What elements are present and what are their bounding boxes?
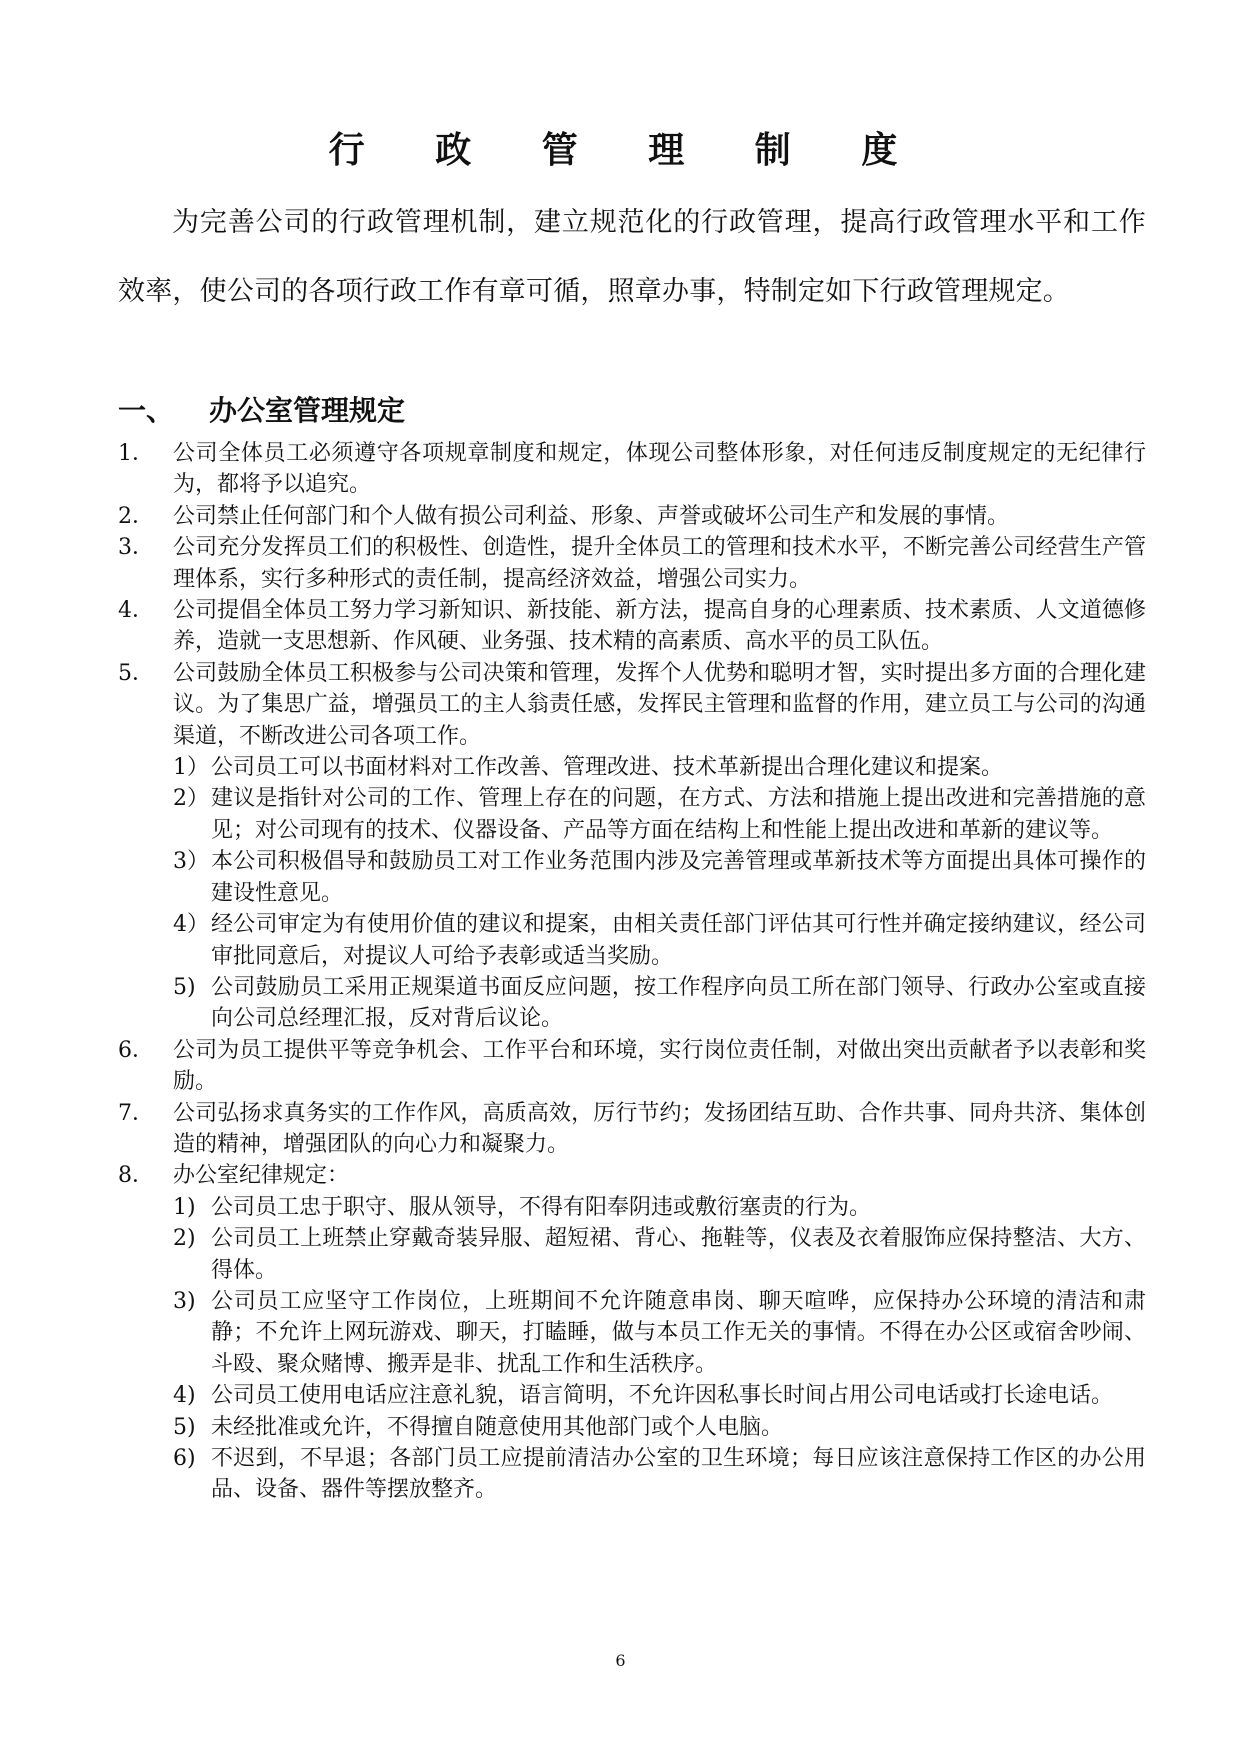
sub-item-number: 1) [173,1194,196,1220]
sub-list-item [118,752,1146,783]
list-item [118,1098,1146,1161]
item-text: 公司充分发挥员工们的积极性、创造性，提升全体员工的管理和技术水平，不断完善公司经营生产管理体系，实行多种形式的责任制，提高经济效益，增强公司实力。 [173,535,1146,592]
sub-item-text: 建议是指针对公司的工作、管理上存在的问题，在方式、方法和措施上提出改进和完善措施的意见；对公司现有的技术、仪器设备、产品等方面在结构上和性能上提出改进和革新的建议等。 [211,786,1146,843]
list-item [118,501,1146,532]
page-number: 6 [615,1651,626,1670]
sub-item-text: 本公司积极倡导和鼓励员工对工作业务范围内涉及完善管理或革新技术等方面提出具体可操作的建设性意见。 [211,849,1146,906]
document-title: 行 政 管 理 制 度 [328,129,927,171]
sub-item-text: 公司鼓励员工采用正规渠道书面反应问题，按工作程序向员工所在部门领导、行政办公室或直接向公司总经理汇报，反对背后议论。 [211,974,1146,1032]
item-number: 7． [118,1100,154,1126]
section-title: 办公室管理规定 [209,394,406,427]
sub-item-number: 4） [173,912,209,938]
item-text: 公司禁止任何部门和个人做有损公司利益、形象、声誉或破坏公司生产和发展的事情。 [173,503,1010,529]
list-item [118,1160,1146,1191]
item-text: 公司提倡全体员工努力学习新知识、新技能、新方法，提高自身的心理素质、技术素质、人文道德修养，造就一支思想新、作风硬、业务强、技术精的高素质、高水平的员工队伍。 [173,598,1146,655]
item-number: 8． [118,1163,154,1189]
sub-list-item [118,1380,1146,1411]
item-number: 3． [118,535,154,561]
list-item [118,532,1146,595]
sub-item-text: 公司员工忠于职守、服从领导，不得有阳奉阴违或敷衍塞责的行为。 [211,1194,872,1220]
sub-list-item [118,1443,1146,1506]
sub-item-number: 5) [173,1414,196,1440]
item-number: 2． [118,503,154,529]
sub-item-text: 公司员工使用电话应注意礼貌，语言简明，不允许因私事长时间占用公司电话或打长途电话。 [211,1383,1114,1409]
sub-list-item [118,909,1146,972]
sub-item-number: 1） [173,755,209,781]
sub-item-text: 公司员工上班禁止穿戴奇装异服、超短裙、背心、拖鞋等，仪表及衣着服饰应保持整洁、大方、得体。 [211,1226,1146,1283]
item-number: 5． [118,660,154,686]
sub-item-text: 公司员工应坚守工作岗位，上班期间不允许随意串岗、聊天喧哗，应保持办公环境的清洁和肃静；不允许上网玩游戏、聊天，打瞌睡，做与本员工作无关的事情。不得在办公区或宿舍吵闹、斗殴、聚众赌博、搬弄是非、扰乱工作和生活秩序。 [211,1288,1146,1377]
sub-list-item [118,1223,1146,1286]
sub-item-number: 2） [173,786,209,812]
item-number: 1． [118,441,154,466]
item-text: 公司全体员工必须遵守各项规章制度和规定，体现公司整体形象，对任何违反制度规定的无纪律行为，都将予以追究。 [173,441,1146,498]
sub-item-number: 4) [173,1383,196,1409]
sub-list-item [118,1286,1146,1380]
sub-item-text: 不迟到，不早退；各部门员工应提前清洁办公室的卫生环境；每日应该注意保持工作区的办公用品、设备、器件等摆放整齐。 [211,1446,1146,1503]
section-number: 一、 [118,394,175,427]
sub-list-item [118,1192,1146,1223]
sub-item-number: 3） [173,849,209,875]
sub-list-item [118,846,1146,909]
regulation-list [118,438,1146,1506]
sub-item-text: 经公司审定为有使用价值的建议和提案，由相关责任部门评估其可行性并确定接纳建议，经公司审批同意后，对提议人可给予表彰或适当奖励。 [211,912,1146,969]
sub-item-text: 公司员工可以书面材料对工作改善、管理改进、技术革新提出合理化建议和提案。 [211,755,1004,781]
sub-item-number: 6) [173,1446,196,1471]
sub-item-number: 5) [173,974,196,1000]
sub-list-item [118,1412,1146,1443]
list-item [118,1035,1146,1098]
sub-item-number: 3) [173,1288,196,1314]
intro-paragraph: 为完善公司的行政管理机制，建立规范化的行政管理，提高行政管理水平和工作效率，使公司的各项行政工作有章可循，照章办事，特制定如下行政管理规定。 [118,207,1146,307]
item-number: 6． [118,1037,154,1063]
item-text: 公司鼓励全体员工积极参与公司决策和管理，发挥个人优势和聪明才智，实时提出多方面的合理化建议。为了集思广益，增强员工的主人翁责任感，发挥民主管理和监督的作用，建立员工与公司的沟通渠道，不断改进公司各项工作。 [173,660,1146,749]
item-text: 办公室纪律规定： [173,1163,350,1189]
item-number: 4． [118,598,154,624]
item-text: 公司弘扬求真务实的工作作风，高质高效，厉行节约；发扬团结互助、合作共事、同舟共济、集体创造的精神，增强团队的向心力和凝聚力。 [173,1100,1146,1157]
sub-item-number: 2) [173,1226,196,1252]
item-text: 公司为员工提供平等竞争机会、工作平台和环境，实行岗位责任制，对做出突出贡献者予以表彰和奖励。 [173,1037,1146,1095]
sub-item-text: 未经批准或允许，不得擅自随意使用其他部门或个人电脑。 [211,1414,784,1440]
list-item [118,658,1146,752]
sub-list-item [118,783,1146,846]
list-item [118,595,1146,658]
list-item [118,438,1146,501]
sub-list-item [118,972,1146,1035]
